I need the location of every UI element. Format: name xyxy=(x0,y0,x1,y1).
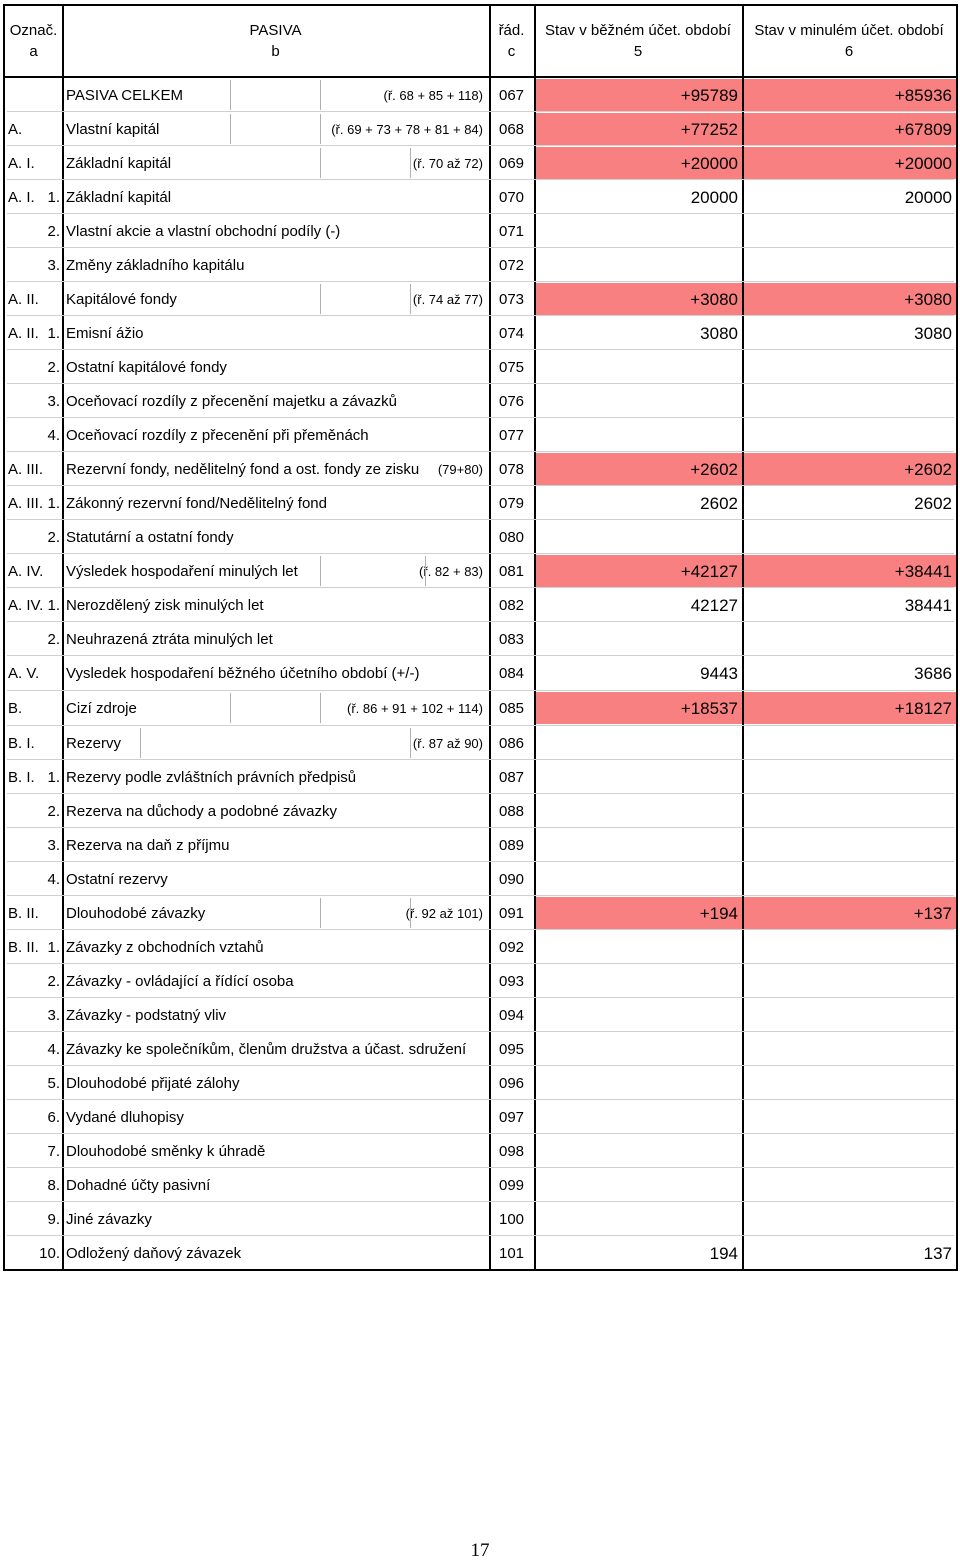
header-col-b-title: PASIVA xyxy=(249,22,302,39)
value-previous-period: +2602 xyxy=(904,460,952,479)
value-current-period: 42127 xyxy=(690,596,738,615)
value-current-period: +42127 xyxy=(680,562,738,581)
row-separator xyxy=(7,247,954,248)
row-designation: A. III. xyxy=(8,461,44,478)
row-separator xyxy=(7,213,954,214)
row-label: Závazky - podstatný vliv xyxy=(66,1007,227,1024)
row-label: Vydané dluhopisy xyxy=(66,1109,184,1126)
row-code: 093 xyxy=(498,973,525,990)
row-label: Nerozdělený zisk minulých let xyxy=(66,597,264,614)
row-formula: (ř. 82 + 83) xyxy=(419,564,483,579)
row-code: 079 xyxy=(498,495,525,512)
row-label: Rezervy xyxy=(66,735,122,752)
row-label: Rezervní fondy, nedělitelný fond a ost. fondy ze zisku xyxy=(66,461,420,478)
row-separator xyxy=(7,690,954,691)
row-designation: A. II. xyxy=(8,325,39,342)
row-designation: A. xyxy=(8,121,23,138)
cell-gridline xyxy=(320,556,321,586)
row-code: 083 xyxy=(498,631,525,648)
cell-gridline xyxy=(230,80,231,110)
row-label: Oceňovací rozdíly z přecenění při přeměnách xyxy=(66,427,369,444)
row-separator xyxy=(7,451,954,452)
row-formula: (ř. 92 až 101) xyxy=(405,906,483,921)
row-label: Vysledek hospodaření běžného účetního období (+/-) xyxy=(66,665,420,682)
row-label: Výsledek hospodaření minulých let xyxy=(66,563,298,580)
row-item-number: 9. xyxy=(47,1211,60,1228)
row-item-number: 1. xyxy=(47,939,60,956)
row-item-number: 1. xyxy=(47,325,60,342)
row-code: 091 xyxy=(498,905,525,922)
row-designation: A. V. xyxy=(8,665,40,682)
row-label: Základní kapitál xyxy=(66,189,172,206)
row-code: 100 xyxy=(498,1211,525,1228)
row-formula: (ř. 69 + 73 + 78 + 81 + 84) xyxy=(331,122,483,137)
row-code: 070 xyxy=(498,189,525,206)
row-separator xyxy=(7,587,954,588)
row-separator xyxy=(7,179,954,180)
row-separator xyxy=(7,793,954,794)
row-code: 076 xyxy=(498,393,525,410)
row-item-number: 5. xyxy=(47,1075,60,1092)
row-label: Statutární a ostatní fondy xyxy=(66,529,234,546)
row-item-number: 3. xyxy=(47,837,60,854)
row-designation: A. III. xyxy=(8,495,44,512)
row-label: Rezervy podle zvláštních právních předpisů xyxy=(66,769,357,786)
value-previous-period: 20000 xyxy=(904,188,952,207)
cell-gridline xyxy=(230,114,231,144)
row-designation: A. IV. xyxy=(8,597,44,614)
row-separator xyxy=(7,725,954,726)
row-label: Vlastní akcie a vlastní obchodní podíly (-) xyxy=(66,223,341,240)
row-code: 089 xyxy=(498,837,525,854)
row-separator xyxy=(7,349,954,350)
row-separator xyxy=(7,655,954,656)
row-code: 072 xyxy=(498,257,525,274)
value-previous-period: +85936 xyxy=(894,86,952,105)
value-previous-period: 2602 xyxy=(914,494,952,513)
header-col-5-number: 5 xyxy=(633,43,643,60)
value-previous-period: 137 xyxy=(923,1244,952,1263)
row-code: 090 xyxy=(498,871,525,888)
row-code: 098 xyxy=(498,1143,525,1160)
row-separator xyxy=(7,1065,954,1066)
value-previous-period: +38441 xyxy=(894,562,952,581)
row-label: Neuhrazená ztráta minulých let xyxy=(66,631,273,648)
header-col-6-title: Stav v minulém účet. období xyxy=(754,22,944,39)
row-code: 096 xyxy=(498,1075,525,1092)
row-label: Odložený daňový závazek xyxy=(66,1245,242,1262)
row-separator xyxy=(7,553,954,554)
row-item-number: 4. xyxy=(47,871,60,888)
row-code: 075 xyxy=(498,359,525,376)
row-item-number: 2. xyxy=(47,359,60,376)
row-code: 097 xyxy=(498,1109,525,1126)
row-item-number: 1. xyxy=(47,597,60,614)
row-designation: A. I. xyxy=(8,155,35,172)
row-code: 071 xyxy=(498,223,525,240)
row-separator xyxy=(7,929,954,930)
row-item-number: 3. xyxy=(47,393,60,410)
header-col-b-letter: b xyxy=(271,43,280,60)
row-code: 082 xyxy=(498,597,525,614)
row-code: 087 xyxy=(498,769,525,786)
row-separator xyxy=(7,485,954,486)
row-code: 067 xyxy=(498,87,525,104)
row-label: Závazky - ovládající a řídící osoba xyxy=(66,973,294,990)
row-item-number: 4. xyxy=(47,1041,60,1058)
cell-gridline xyxy=(320,898,321,928)
row-separator xyxy=(7,111,954,112)
row-designation: A. IV. xyxy=(8,563,44,580)
row-code: 081 xyxy=(498,563,525,580)
row-code: 099 xyxy=(498,1177,525,1194)
row-label: Závazky z obchodních vztahů xyxy=(66,939,264,956)
page-number: 17 xyxy=(470,1540,490,1561)
value-previous-period: +67809 xyxy=(894,120,952,139)
value-current-period: 9443 xyxy=(700,664,738,683)
row-separator xyxy=(7,827,954,828)
cell-gridline xyxy=(320,80,321,110)
cell-gridline xyxy=(230,693,231,723)
cell-gridline xyxy=(410,148,411,178)
header-col-a-letter: a xyxy=(29,43,38,60)
cell-gridline xyxy=(320,148,321,178)
row-label: Závazky ke společníkům, členům družstva a účast. sdružení xyxy=(66,1041,467,1058)
row-label: Vlastní kapitál xyxy=(66,121,160,138)
row-label: Změny základního kapitálu xyxy=(66,257,245,274)
row-item-number: 7. xyxy=(47,1143,60,1160)
row-separator xyxy=(7,417,954,418)
row-label: Ostatní rezervy xyxy=(66,871,168,888)
row-formula: (ř. 86 + 91 + 102 + 114) xyxy=(347,701,483,716)
header-col-6-number: 6 xyxy=(844,43,854,60)
row-formula: (ř. 87 až 90) xyxy=(412,736,483,751)
row-item-number: 2. xyxy=(47,631,60,648)
row-label: Rezerva na důchody a podobné závazky xyxy=(66,803,338,820)
row-separator xyxy=(7,519,954,520)
row-designation: A. II. xyxy=(8,291,39,308)
value-previous-period: +20000 xyxy=(894,154,952,173)
row-separator xyxy=(7,1031,954,1032)
row-code: 080 xyxy=(498,529,525,546)
value-current-period: 2602 xyxy=(700,494,738,513)
row-code: 092 xyxy=(498,939,525,956)
row-separator xyxy=(7,281,954,282)
row-designation: B. II. xyxy=(8,905,39,922)
row-separator xyxy=(7,315,954,316)
row-code: 078 xyxy=(498,461,525,478)
row-separator xyxy=(7,759,954,760)
row-label: Dlouhodobé směnky k úhradě xyxy=(66,1143,266,1160)
row-code: 101 xyxy=(498,1245,525,1262)
row-designation: B. I. xyxy=(8,735,35,752)
row-designation: A. I. xyxy=(8,189,35,206)
row-item-number: 6. xyxy=(47,1109,60,1126)
row-separator xyxy=(7,963,954,964)
cell-gridline xyxy=(425,556,426,586)
row-separator xyxy=(7,621,954,622)
row-item-number: 2. xyxy=(47,223,60,240)
row-code: 074 xyxy=(498,325,525,342)
cell-gridline xyxy=(410,898,411,928)
row-item-number: 1. xyxy=(47,495,60,512)
value-current-period: +2602 xyxy=(690,460,738,479)
row-item-number: 1. xyxy=(47,189,60,206)
row-code: 073 xyxy=(498,291,525,308)
value-current-period: +3080 xyxy=(690,290,738,309)
row-label: Dohadné účty pasivní xyxy=(66,1177,211,1194)
header-divider xyxy=(5,76,956,78)
row-separator xyxy=(7,1235,954,1236)
value-current-period: +18537 xyxy=(680,699,738,718)
cell-gridline xyxy=(410,284,411,314)
header-col-a-title: Označ. xyxy=(9,22,58,39)
row-separator xyxy=(7,383,954,384)
row-label: Dlouhodobé přijaté zálohy xyxy=(66,1075,240,1092)
cell-gridline xyxy=(320,114,321,144)
row-separator xyxy=(7,145,954,146)
value-current-period: +77252 xyxy=(680,120,738,139)
value-previous-period: +137 xyxy=(913,904,952,923)
row-separator xyxy=(7,997,954,998)
value-previous-period: 3080 xyxy=(914,324,952,343)
row-code: 088 xyxy=(498,803,525,820)
row-code: 086 xyxy=(498,735,525,752)
row-separator xyxy=(7,895,954,896)
row-designation: B. xyxy=(8,700,23,717)
row-formula: (ř. 74 až 77) xyxy=(412,292,483,307)
row-item-number: 10. xyxy=(39,1245,60,1262)
value-current-period: 194 xyxy=(709,1244,738,1263)
row-separator xyxy=(7,1099,954,1100)
row-code: 069 xyxy=(498,155,525,172)
row-label: Cizí zdroje xyxy=(66,700,137,717)
row-label: Oceňovací rozdíly z přecenění majetku a závazků xyxy=(66,393,397,410)
row-item-number: 8. xyxy=(47,1177,60,1194)
value-current-period: +20000 xyxy=(680,154,738,173)
row-code: 084 xyxy=(498,665,525,682)
divider-col-a xyxy=(62,6,64,1269)
row-item-number: 4. xyxy=(47,427,60,444)
cell-gridline xyxy=(140,728,141,758)
row-separator xyxy=(7,1167,954,1168)
value-current-period: 20000 xyxy=(690,188,738,207)
row-designation: B. II. xyxy=(8,939,39,956)
row-code: 085 xyxy=(498,700,525,717)
row-label: Kapitálové fondy xyxy=(66,291,177,308)
row-formula: (79+80) xyxy=(437,462,483,477)
header-col-5-title: Stav v běžném účet. období xyxy=(545,22,731,39)
row-label: Jiné závazky xyxy=(66,1211,152,1228)
value-previous-period: +18127 xyxy=(894,699,952,718)
value-current-period: 3080 xyxy=(700,324,738,343)
row-item-number: 2. xyxy=(47,803,60,820)
row-separator xyxy=(7,861,954,862)
row-label: PASIVA CELKEM xyxy=(66,87,183,104)
row-code: 094 xyxy=(498,1007,525,1024)
row-label: Emisní ážio xyxy=(66,325,144,342)
row-item-number: 2. xyxy=(47,973,60,990)
row-code: 068 xyxy=(498,121,525,138)
value-current-period: +95789 xyxy=(680,86,738,105)
row-formula: (ř. 68 + 85 + 118) xyxy=(383,88,483,103)
value-previous-period: +3080 xyxy=(904,290,952,309)
row-separator xyxy=(7,1201,954,1202)
cell-gridline xyxy=(320,284,321,314)
row-item-number: 1. xyxy=(47,769,60,786)
row-label: Dlouhodobé závazky xyxy=(66,905,206,922)
row-label: Rezerva na daň z příjmu xyxy=(66,837,230,854)
value-current-period: +194 xyxy=(699,904,738,923)
cell-gridline xyxy=(320,693,321,723)
header-col-c-letter: c xyxy=(507,43,516,60)
row-label: Ostatní kapitálové fondy xyxy=(66,359,227,376)
row-formula: (ř. 70 až 72) xyxy=(412,156,483,171)
row-item-number: 2. xyxy=(47,529,60,546)
cell-gridline xyxy=(410,728,411,758)
row-item-number: 3. xyxy=(47,257,60,274)
header-col-c-title: řád. xyxy=(498,22,525,39)
value-previous-period: 38441 xyxy=(904,596,952,615)
value-previous-period: 3686 xyxy=(914,664,952,683)
row-item-number: 3. xyxy=(47,1007,60,1024)
row-code: 077 xyxy=(498,427,525,444)
row-label: Základní kapitál xyxy=(66,155,172,172)
row-designation: B. I. xyxy=(8,769,35,786)
row-code: 095 xyxy=(498,1041,525,1058)
row-separator xyxy=(7,1133,954,1134)
row-label: Zákonný rezervní fond/Nedělitelný fond xyxy=(66,495,327,512)
balance-sheet-table xyxy=(3,4,958,1271)
